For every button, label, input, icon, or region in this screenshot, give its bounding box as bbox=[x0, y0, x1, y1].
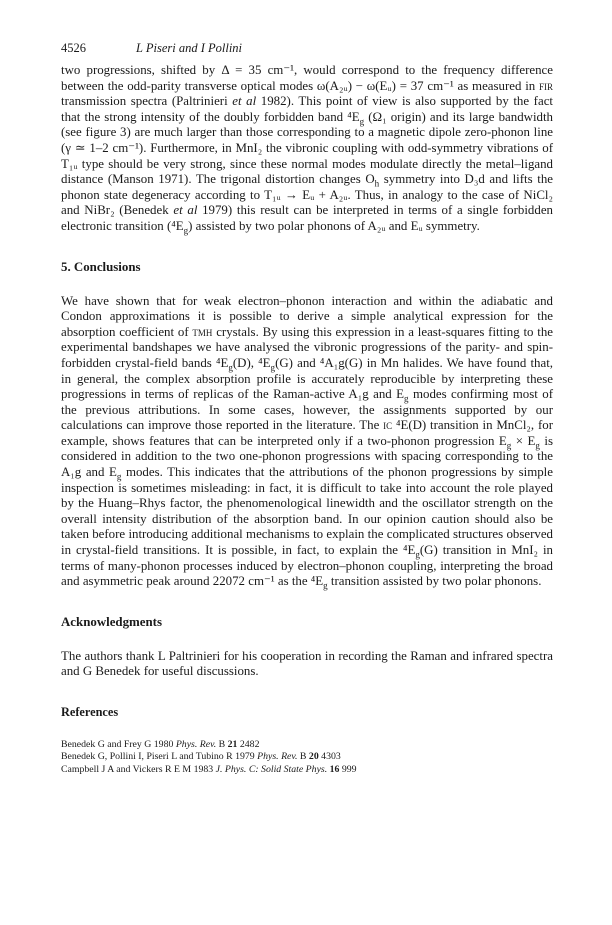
acknowledgments-heading: Acknowledgments bbox=[61, 614, 162, 629]
page bbox=[61, 40, 553, 776]
running-head bbox=[61, 40, 553, 56]
intro-paragraph: two progressions, shifted by Δ = 35 cm⁻¹, would correspond to the frequency difference between the odd-parity transverse optical modes ω(A₂ᵤ) − ω(Eᵤ) = 37 cm⁻¹ as measured in fir transmission spectra (Paltrinieri et al 1982). This point of view is also supported by the fact that the strong intensity of the doubly forbidden band $^4E_g$ (Ω₁ origin) and its large bandwidth (see figure 3) are much larger than those corresponding to a magnetic dipole zero-phonon line (γ ≃ 1–2 cm⁻¹). Furthermore, in MnI₂ the vibronic coupling with odd-symmetry vibrations of T₁ᵤ type should be very strong, since these normal modes modulate directly the metal–ligand distance (Manson 1971). The trigonal distortion changes $O_h$ symmetry into D₃d and lifts the phonon state degeneracy according to T₁ᵤ → Eᵤ + A₂ᵤ. Thus, in analogy to the case of NiCl₂ and NiBr₂ (Benedek et al 1979) this result can be interpreted in terms of a single forbidden electronic transition $(^4E_g)$ assisted by two polar phonons of A₂ᵤ and Eᵤ symmetry. bbox=[61, 63, 553, 236]
page-number: 4526 bbox=[61, 41, 86, 55]
running-authors: L Piseri and I Pollini bbox=[136, 41, 243, 55]
references-heading: References bbox=[61, 705, 119, 719]
reference-item: Campbell J A and Vickers R E M 1983 J. Phys. C: Solid State Phys. 16 999 bbox=[61, 763, 357, 775]
reference-item: Benedek G and Frey G 1980 Phys. Rev. B 21 2482 bbox=[61, 739, 260, 750]
acknowledgments-paragraph: The authors thank L Paltrinieri for his cooperation in recording the Raman and infrared spectra and G Benedek for useful discussions. bbox=[61, 648, 553, 679]
conclusions-paragraph: We have shown that for weak electron–phonon interaction and within the adiabatic and Condon approximations it is possible to derive a simple analytical expression for the absorption coefficient of tmh crystals. By using this expression in a least-squares fitting to the experimental bandshapes we have analysed the vibronic progressions of the parity- and spin-forbidden crystal-field bands $^4E_g(D)$, $^4E_g(G)$ and ⁴A₁g(G) in Mn halides. We have found that, in general, the complex absorption profile is accurately reproducible by interpreting these progressions in terms of replicas of the Raman-active A₁g and $E_g$ modes confirming most of the previous attributions. In some cases, however, the assignments supported by our calculations can improve those reported in the literature. The ic ⁴E(D) transition in MnCl₂, for example, shows features that can be interpreted only if a two-phonon progression $E_g \times E_g$ is considered in addition to the two one-phonon progressions with spacing corresponding to the A₁g and $E_g$ modes. This indicates that the attributions of the phonon progressions by simple inspection is sometimes misleading: in fact, it is difficult to take into account the role played by the Huang–Rhys factor, the phenomenological linewidth and the oscillator strength on the overall intensity distribution of the absorption band. In our opinion caution should also be taken before introducing additional mechanisms to explain the complicated structures observed in crystal-field transitions. It is possible, in fact, to explain the $^4E_g(G)$ transition in MnI₂ in terms of many-phonon processes induced by electron–phonon coupling, interpreting the broad and asymmetric peak around 22072 cm⁻¹ as the $^4E_g$ transition assisted by two polar phonons. bbox=[61, 293, 554, 591]
reference-item: Benedek G, Pollini I, Piseri L and Tubino R 1979 Phys. Rev. B 20 4303 bbox=[61, 751, 341, 763]
conclusions-heading: 5. Conclusions bbox=[61, 259, 141, 274]
reference-list bbox=[61, 739, 553, 776]
